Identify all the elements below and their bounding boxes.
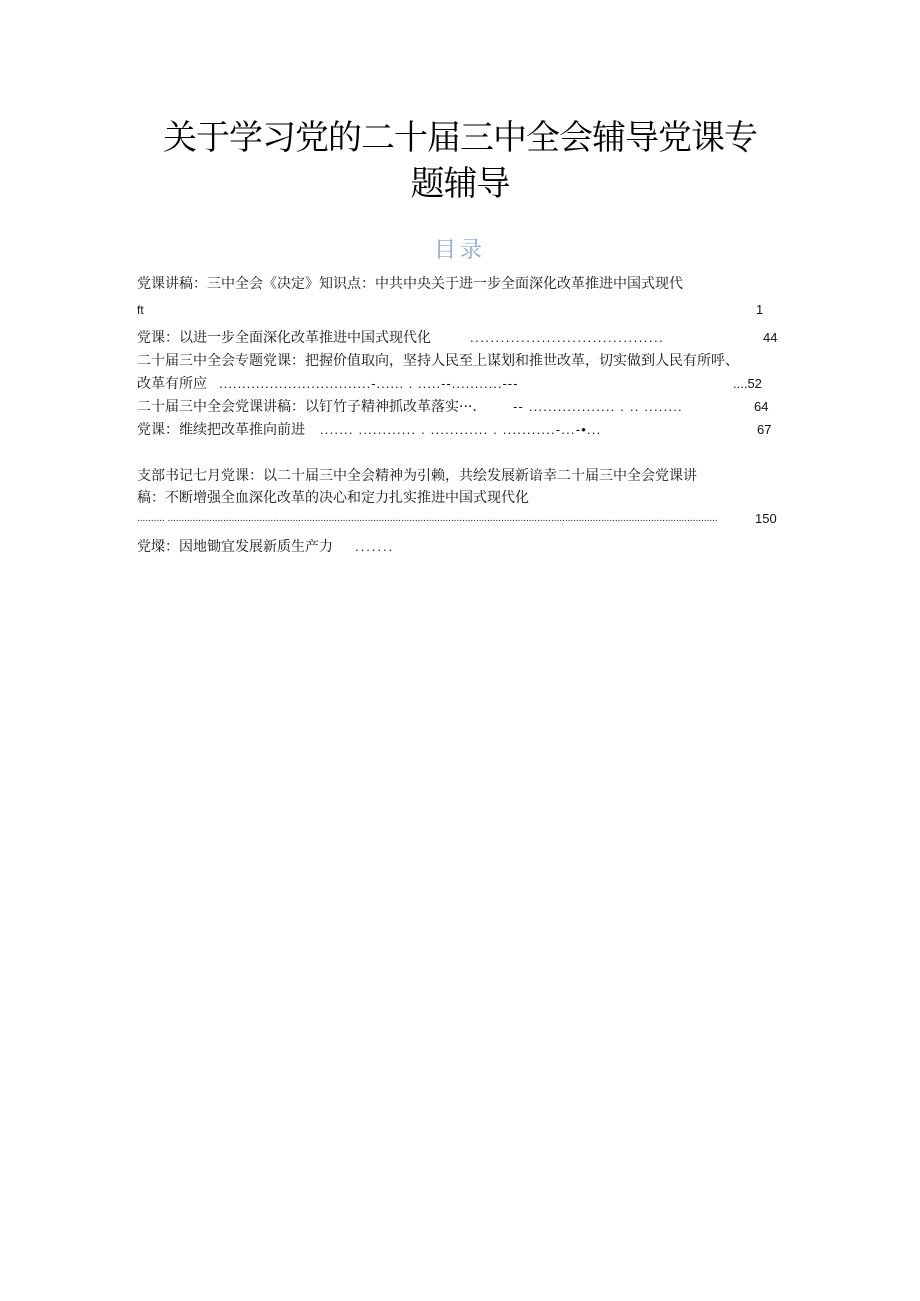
toc-entry-5-leader: ....... ............ . ............ . ...........-...-•... (320, 422, 602, 437)
toc-entry-5-page: 67 (757, 422, 772, 437)
toc-entry-2-page: 44 (763, 330, 778, 345)
toc-entry-1-continuation: ft (137, 303, 144, 317)
toc-entry-2-leader: ...................................... (470, 330, 665, 345)
toc-entry-1-title[interactable]: 党课讲稿：三中全会《决定》知识点：中共中央关于进一步全面深化改革推进中国式现代 (137, 276, 683, 292)
toc-entry-3-leader: .................................-...... . .....--...........--- (219, 376, 519, 391)
toc-entry-7-title[interactable]: 党墚：因地锄宜发展新质生产力 (137, 539, 333, 555)
toc-heading: 目录 (433, 238, 486, 263)
toc-entry-2-title[interactable]: 党课：以进一步全面深化改革推进中国式现代化 (137, 330, 431, 346)
toc-entry-7-leader: ....... (355, 539, 395, 554)
toc-entry-6-continuation: 稿：不断增强全血深化改革的决心和定力扎实推进中国式现代化 (137, 490, 529, 506)
toc-entry-3-title[interactable]: 二十届三中全会专题党课：把握价值取向，坚持人民至上谋划和推世改革，切实做到人民有所呼、 (137, 353, 739, 369)
page-title-line-1: 关于学习党的二十届三中全会辅导党课专 (163, 118, 757, 158)
toc-entry-4-page: 64 (754, 399, 769, 414)
toc-entry-6-leader: .......... ...................................................................................................................................................................................................... (137, 513, 718, 524)
toc-entry-6-title[interactable]: 支部书记七月党课：以二十届三中全会精神为引赖，共绘发展新谙幸二十届三中全会党课讲 (137, 468, 697, 484)
toc-entry-4-title[interactable]: 二十届三中全会党课讲稿：以钉竹子精神抓改革落实···. (137, 399, 477, 415)
toc-entry-6-page: 150 (755, 511, 777, 526)
toc-entry-3-continuation: 改革有所应 (137, 376, 207, 392)
toc-entry-5-title[interactable]: 党课：维续把改革推向前进 (137, 422, 305, 438)
toc-entry-4-leader: -- .................. . .. ........ (513, 399, 683, 414)
toc-entry-3-page: ....52 (733, 376, 762, 391)
page-title-line-2: 题辅导 (410, 164, 510, 204)
toc-entry-1-page: 1 (756, 302, 764, 317)
